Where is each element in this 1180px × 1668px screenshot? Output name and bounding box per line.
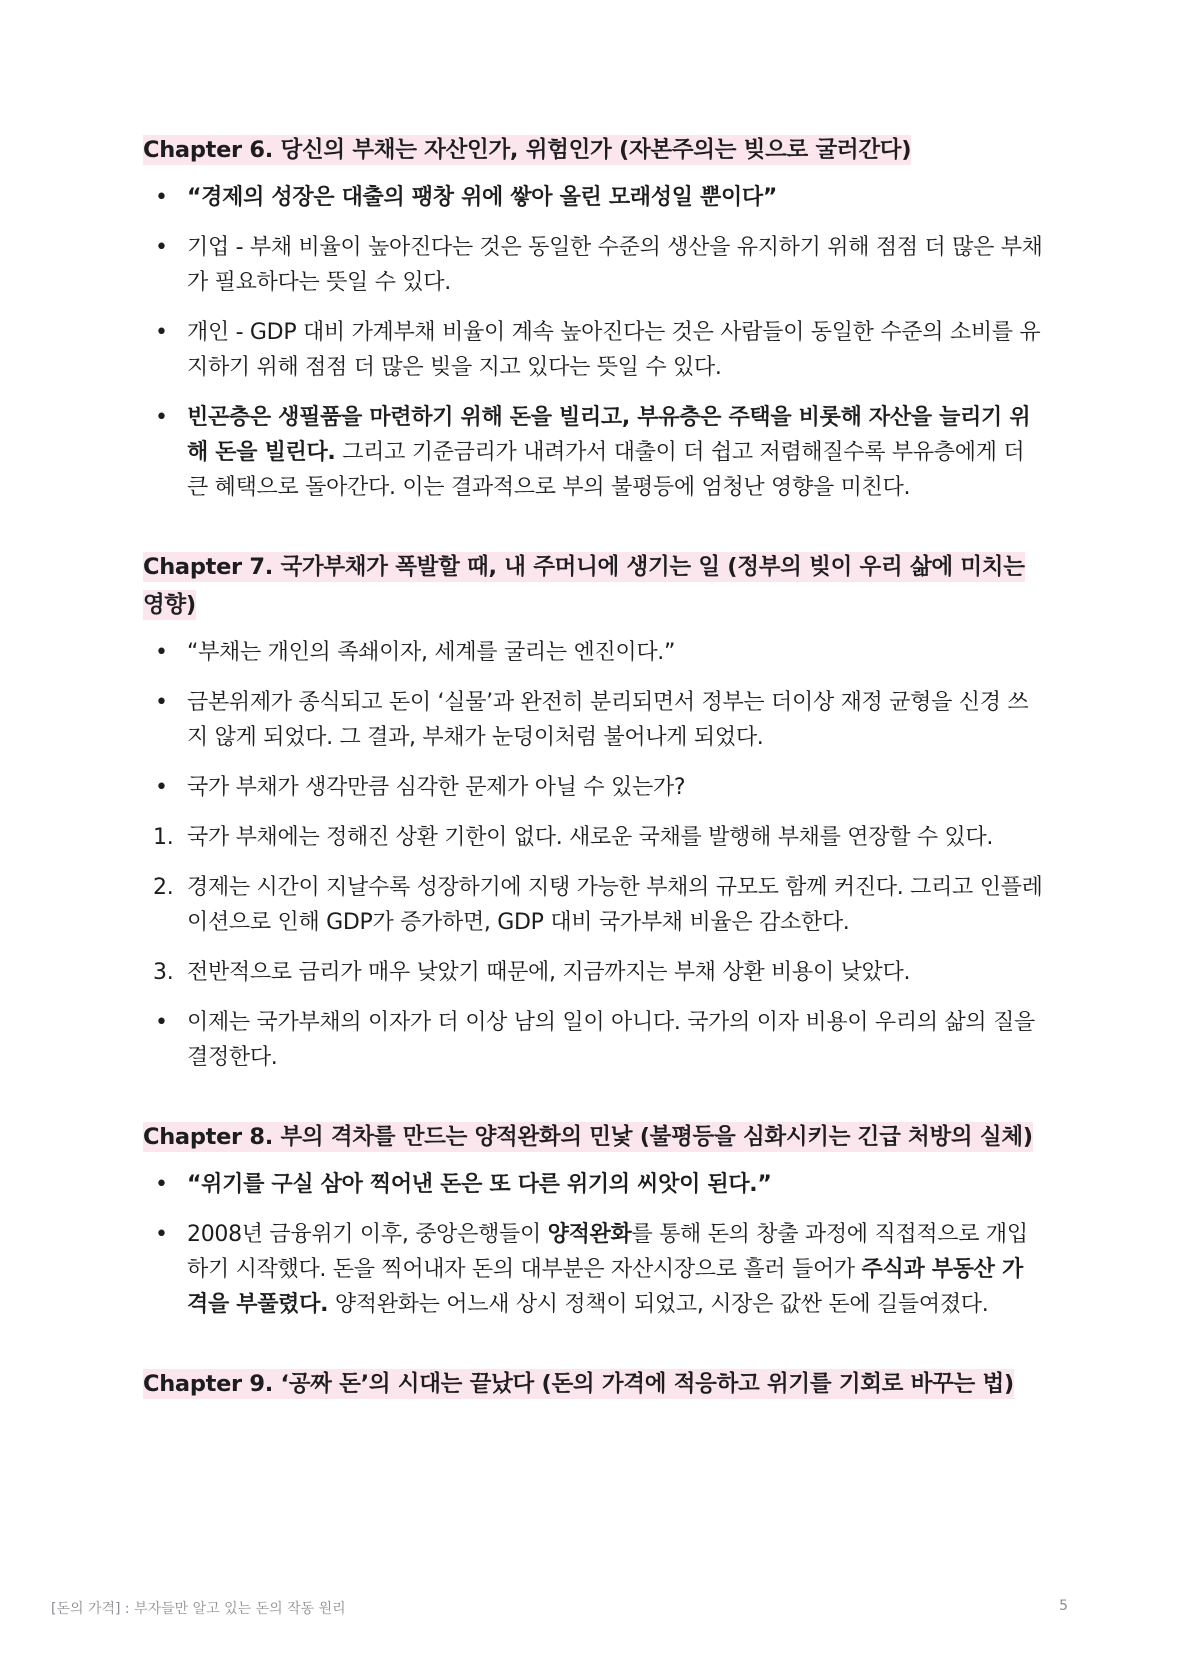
list-item-bold: “위기를 구실 삼아 찍어낸 돈은 또 다른 위기의 씨앗이 된다.” xyxy=(187,1172,772,1197)
chapter-6-section xyxy=(143,132,1043,505)
list-item xyxy=(143,180,1043,215)
bullet-marker: • xyxy=(155,640,168,665)
list-item xyxy=(143,1217,1043,1322)
numbered-item xyxy=(143,955,1043,990)
number-marker: 3. xyxy=(153,960,174,985)
chapter-heading xyxy=(143,132,1043,170)
bullet-marker: • xyxy=(155,320,168,345)
bullet-marker: • xyxy=(155,1010,168,1035)
bullet-marker: • xyxy=(155,775,168,800)
list-item-bold: “경제의 성장은 대출의 팽창 위에 쌓아 올린 모래성일 뿐이다” xyxy=(187,185,778,210)
list-item xyxy=(143,315,1043,385)
list-item-text: 국가 부채에는 정해진 상환 기한이 없다. 새로운 국채를 발행해 부채를 연장할 수 있다. xyxy=(187,825,994,850)
bullet-marker: • xyxy=(155,690,168,715)
list-item xyxy=(143,400,1043,505)
footer-page-number: 5 xyxy=(1059,1598,1068,1614)
numbered-item xyxy=(143,820,1043,855)
chapter-heading xyxy=(143,1366,1043,1404)
list-item-bold: 빈곤층은 생필품을 마련하기 위해 돈을 빌리고, 부유층은 주택을 비롯해 자산을 늘리기 위해 돈을 빌린다. xyxy=(187,405,1031,465)
chapter-heading xyxy=(143,549,1043,625)
bullet-marker: • xyxy=(155,185,168,210)
list-item xyxy=(143,635,1043,670)
chapter-7-list xyxy=(143,635,1043,1075)
number-marker: 1. xyxy=(153,825,174,850)
list-item-text: 그리고 기준금리가 내려가서 대출이 더 쉽고 저렴해질수록 부유층에게 더 큰 혜택으로 돌아간다. 이는 결과적으로 부의 불평등에 엄청난 영향을 미친다. xyxy=(187,440,1025,500)
chapter-9-title: Chapter 9. ‘공짜 돈’의 시대는 끝났다 (돈의 가격에 적응하고 위기를 기회로 바꾸는 법) xyxy=(143,1371,1014,1397)
chapter-8-title: Chapter 8. 부의 격차를 만드는 양적완화의 민낯 (불평등을 심화시키는 긴급 처방의 실체) xyxy=(143,1124,1033,1150)
chapter-8-list xyxy=(143,1167,1043,1322)
list-item xyxy=(143,1005,1043,1075)
chapter-9-section xyxy=(143,1366,1043,1404)
numbered-item xyxy=(143,870,1043,940)
list-item-text-3: 양적완화는 어느새 상시 정책이 되었고, 시장은 값싼 돈에 길들여졌다. xyxy=(328,1292,989,1317)
list-item-text: 국가 부채가 생각만큼 심각한 문제가 아닐 수 있는가? xyxy=(187,775,686,800)
chapter-6-title: Chapter 6. 당신의 부채는 자산인가, 위험인가 (자본주의는 빚으로 굴러간다) xyxy=(143,137,912,163)
list-item-text-1: 2008년 금융위기 이후, 중앙은행들이 xyxy=(187,1222,548,1247)
list-item xyxy=(143,770,1043,805)
footer-book-title: [돈의 가격] : 부자들만 알고 있는 돈의 작동 원리 xyxy=(51,1601,346,1617)
number-marker: 2. xyxy=(153,875,174,900)
list-item-text: 금본위제가 종식되고 돈이 ‘실물’과 완전히 분리되면서 정부는 더이상 재정 균형을 신경 쓰지 않게 되었다. 그 결과, 부채가 눈덩이처럼 불어나게 되었다. xyxy=(187,690,1029,750)
list-item-text: 전반적으로 금리가 매우 낮았기 때문에, 지금까지는 부채 상환 비용이 낮았다. xyxy=(187,960,911,985)
list-item xyxy=(143,1167,1043,1202)
document-content xyxy=(143,132,1043,1404)
list-item-text: 이제는 국가부채의 이자가 더 이상 남의 일이 아니다. 국가의 이자 비용이 우리의 삶의 질을 결정한다. xyxy=(187,1010,1035,1070)
list-item-bold-1: 양적완화 xyxy=(547,1222,632,1247)
chapter-6-list xyxy=(143,180,1043,505)
bullet-marker: • xyxy=(155,1172,168,1197)
list-item-text: “부채는 개인의 족쇄이자, 세계를 굴리는 엔진이다.” xyxy=(187,640,676,665)
list-item-text: 기업 - 부채 비율이 높아진다는 것은 동일한 수준의 생산을 유지하기 위해 점점 더 많은 부채가 필요하다는 뜻일 수 있다. xyxy=(187,235,1043,295)
list-item xyxy=(143,685,1043,755)
list-item xyxy=(143,230,1043,300)
list-item-text-2: 를 통해 돈의 창출 과정에 직접적으로 개입하기 시작했다. 돈을 찍어내자 돈의 대부분은 자산시장으로 흘러 들어가 xyxy=(187,1222,1028,1282)
chapter-heading xyxy=(143,1119,1043,1157)
bullet-marker: • xyxy=(155,1222,168,1247)
bullet-marker: • xyxy=(155,405,168,430)
bullet-marker: • xyxy=(155,235,168,260)
chapter-8-section xyxy=(143,1119,1043,1322)
chapter-7-title: Chapter 7. 국가부채가 폭발할 때, 내 주머니에 생기는 일 (정부의 빚이 우리 삶에 미치는 영향) xyxy=(143,554,1025,618)
list-item-text: 개인 - GDP 대비 가계부채 비율이 계속 높아진다는 것은 사람들이 동일한 수준의 소비를 유지하기 위해 점점 더 많은 빚을 지고 있다는 뜻일 수 있다. xyxy=(187,320,1041,380)
list-item-bold-2: 주식과 부동산 가격을 부풀렸다. xyxy=(187,1257,1023,1317)
list-item-text: 경제는 시간이 지날수록 성장하기에 지탱 가능한 부채의 규모도 함께 커진다. 그리고 인플레이션으로 인해 GDP가 증가하면, GDP 대비 국가부채 비율은 감소한다. xyxy=(187,875,1043,935)
chapter-7-section xyxy=(143,549,1043,1075)
